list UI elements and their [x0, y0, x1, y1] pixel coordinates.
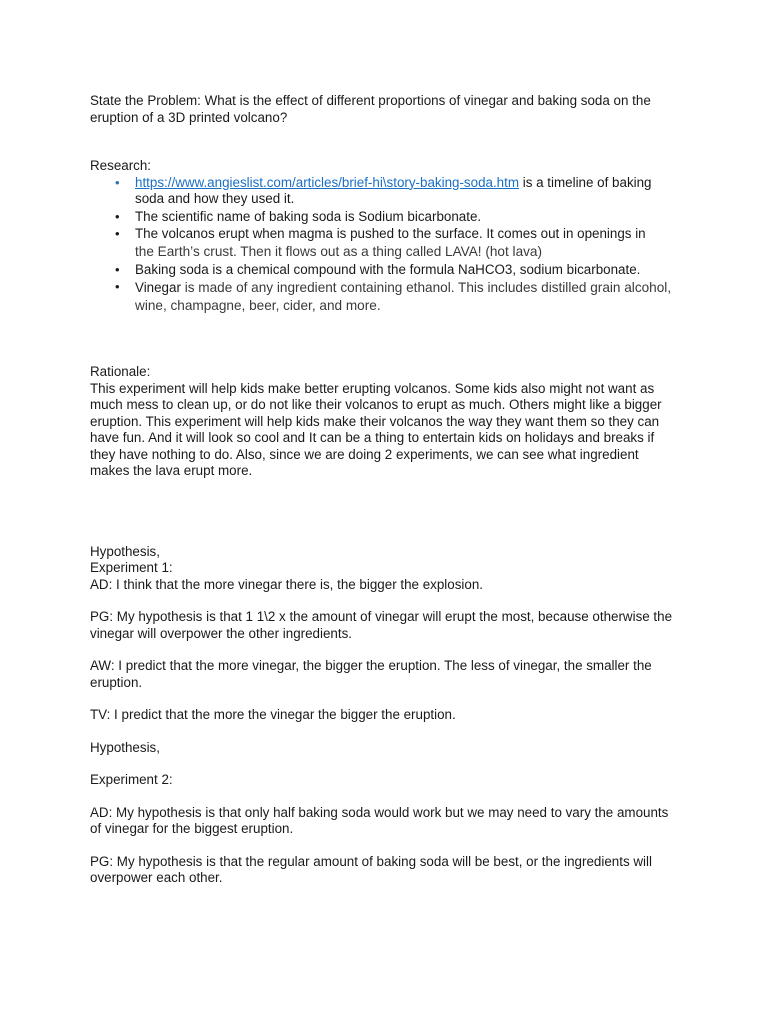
document-page [90, 93, 680, 887]
hypothesis-heading: Hypothesis, [90, 543, 160, 559]
research-link[interactable]: https://www.angieslist.com/articles/brief-hi\story-baking-soda.htm [135, 174, 520, 190]
hypothesis-tv: TV: I predict that the more the vinegar the bigger the eruption. [90, 707, 456, 722]
problem-statement: State the Problem: What is the effect of different proportions of vinegar and baking soda on the eruption of a 3D printed volcano? [90, 93, 651, 125]
research-item-term: Vinegar [135, 280, 181, 295]
hypothesis-heading: Hypothesis, [90, 739, 160, 755]
research-item-text: is made of any ingredient containing ethanol. This includes distilled grain alcohol, wine, champagne, beer, cider, and more. [135, 280, 672, 313]
research-list [90, 175, 680, 316]
bullet-icon: • [115, 261, 120, 277]
experiment-label: Experiment 1: [90, 560, 173, 575]
hypothesis-pg: PG: My hypothesis is that the regular amount of baking soda will be best, or the ingredients will overpower each other. [90, 853, 652, 885]
research-item-text: The volcanos erupt when magma is pushed to the surface. It comes out in openings in [135, 226, 646, 241]
research-item [90, 209, 680, 226]
bullet-icon: • [115, 174, 120, 190]
hypothesis-pg: PG: My hypothesis is that 1 1\2 x the amount of vinegar will erupt the most, because otherwise the vinegar will overpower the other ingredients. [90, 609, 673, 641]
bullet-icon: • [115, 279, 120, 294]
hypothesis-aw: AW: I predict that the more vinegar, the bigger the eruption. The less of vinegar, the smaller the eruption. [90, 658, 652, 690]
hypothesis-ad: AD: I think that the more vinegar there is, the bigger the explosion. [90, 576, 484, 592]
research-item-text-continued: the Earth’s crust. Then it flows out as a thing called LAVA! (hot lava) [135, 243, 543, 259]
research-item-text: is a timeline of baking soda and how they used it. [135, 174, 652, 206]
experiment-label: Experiment 2: [90, 772, 173, 787]
research-item [90, 279, 680, 315]
rationale-heading: Rationale: [90, 364, 151, 379]
bullet-icon: • [115, 208, 120, 224]
bullet-icon: • [115, 226, 120, 241]
research-item [90, 226, 680, 261]
research-item-text: The scientific name of baking soda is Sodium bicarbonate. [135, 208, 482, 224]
rationale-body: This experiment will help kids make better erupting volcanos. Some kids also might not want as much mess to clean up, or do not like their volcanos to erupt as much. Others might like a bigger eruption. This experiment will help kids make their volcanos the way they want them so they can have fun. And it will look so cool and It can be a thing to entertain kids on holidays and breaks if they have nothing to do. Also, since we are doing 2 experiments, we can see what ingredient makes the lava erupt more. [90, 380, 662, 478]
research-item-text: Baking soda is a chemical compound with the formula NaHCO3, sodium bicarbonate. [135, 261, 641, 277]
research-item [90, 262, 680, 279]
research-item-link [90, 175, 680, 208]
hypothesis-ad: AD: My hypothesis is that only half baking soda would work but we may need to vary the amounts of vinegar for the biggest eruption. [90, 804, 669, 836]
research-heading: Research: [90, 158, 152, 173]
